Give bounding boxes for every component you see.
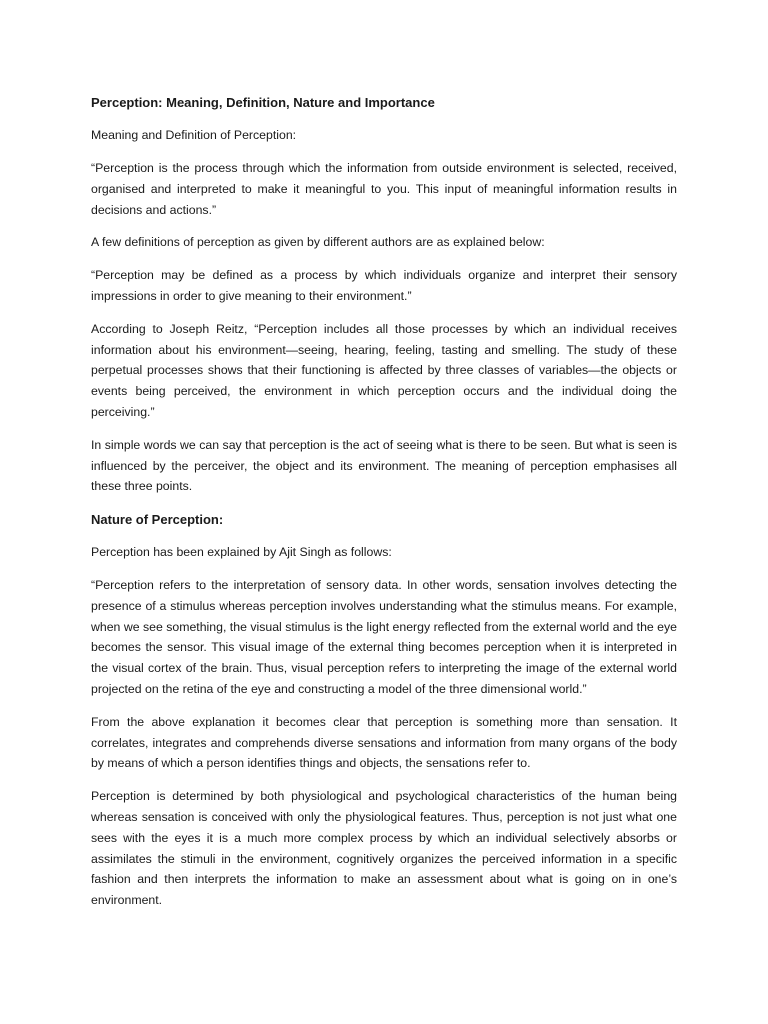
section-heading-meaning: Meaning and Definition of Perception: bbox=[91, 128, 297, 142]
section-heading-nature: Nature of Perception: bbox=[91, 512, 224, 528]
document-page bbox=[91, 93, 677, 923]
paragraph-7: “Perception refers to the interpretation of sensory data. In other words, sensation involves detecting the presence of a stimulus whereas perception involves understanding what the stimulus means. For example, when we see something, the visual stimulus is the light energy reflected from the external world and the eye becomes the sensor. This visual image of the external thing becomes perception when it is interpreted in the visual cortex of the brain. Thus, visual perception refers to interpreting the image of the external world projected on the retina of the eye and constructing a model of the three dimensional world.” bbox=[91, 577, 677, 696]
paragraph-5: In simple words we can say that perception is the act of seeing what is there to be seen. But what is seen is influenced by the perceiver, the object and its environment. The meaning of perception emphasises all these three points. bbox=[91, 437, 677, 494]
paragraph-4: According to Joseph Reitz, “Perception includes all those processes by which an individual receives information about his environment—seeing, hearing, feeling, tasting and smelling. The study of these perpetual processes shows that their functioning is affected by three classes of variables—the objects or events being perceived, the environment in which perception occurs and the individual doing the perceiving.” bbox=[91, 321, 677, 419]
paragraph-2: A few definitions of perception as given by different authors are as explained below: bbox=[91, 235, 545, 250]
paragraph-9: Perception is determined by both physiological and psychological characteristics of the human being whereas sensation is conceived with only the physiological features. Thus, perception is not just what one sees with the eyes it is a much more complex process by which an individual selectively absorbs or assimilates the stimuli in the environment, cognitively organizes the perceived information in a specific fashion and then interprets the information to make an assessment about what is going on in one’s environment. bbox=[91, 789, 677, 908]
document-title: Perception: Meaning, Definition, Nature and Importance bbox=[91, 95, 435, 110]
paragraph-6: Perception has been explained by Ajit Singh as follows: bbox=[91, 545, 392, 560]
paragraph-8: From the above explanation it becomes clear that perception is something more than sensation. It correlates, integrates and comprehends diverse sensations and information from many organs of the body by means of which a person identifies things and objects, the sensations refer to. bbox=[91, 714, 677, 771]
paragraph-1: “Perception is the process through which the information from outside environment is selected, received, organised and interpreted to make it meaningful to you. This input of meaningful information results in decisions and actions.” bbox=[91, 161, 677, 217]
paragraph-3: “Perception may be defined as a process by which individuals organize and interpret their sensory impressions in order to give meaning to their environment.” bbox=[91, 268, 677, 303]
